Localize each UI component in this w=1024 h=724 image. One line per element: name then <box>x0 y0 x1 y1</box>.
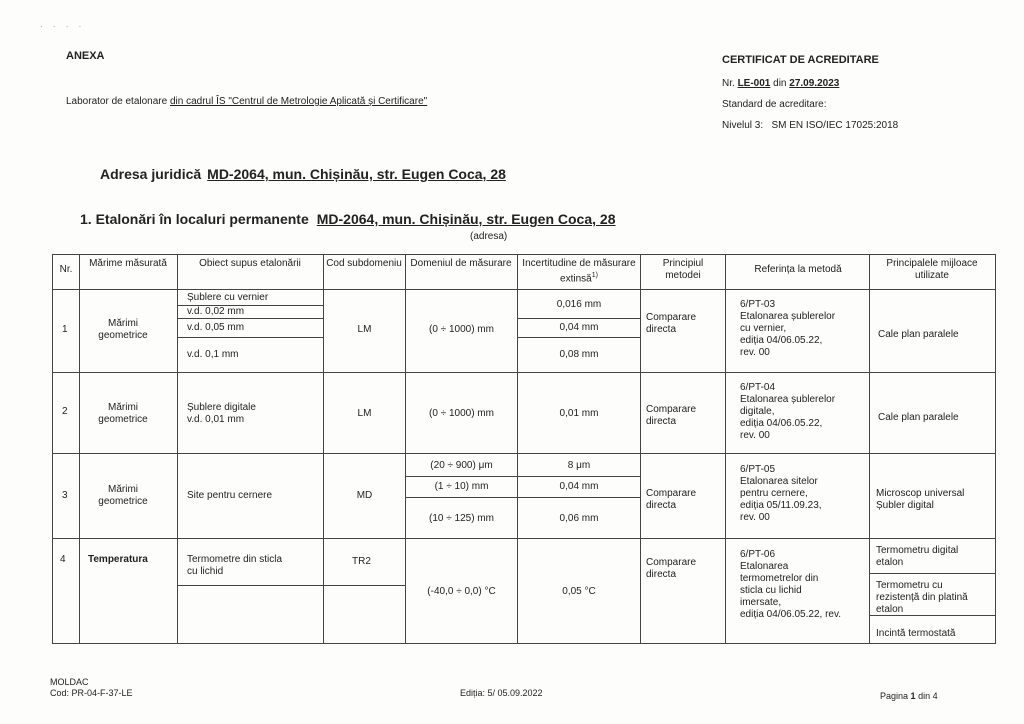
row2-incert: 0,01 mm <box>559 408 599 419</box>
row1-domeniu: (0 ÷ 1000) mm <box>429 324 494 335</box>
table-line <box>869 573 995 574</box>
standard-label: Standard de acreditare: <box>722 99 827 110</box>
row1-incert-3: 0,08 mm <box>559 349 599 360</box>
table-line <box>52 254 996 255</box>
row1-ref-line: ediția 04/06.05.22, <box>740 335 823 346</box>
row3-incert-1: 8 μm <box>567 460 591 471</box>
row4-domeniu: (-40,0 ÷ 0,0) °C <box>427 586 496 597</box>
row4-mij-line: Termometru digital <box>876 545 959 556</box>
table-line <box>177 585 323 586</box>
scan-artifact: · · · · <box>40 22 86 31</box>
row1-principiu: Comparare directa <box>646 312 697 335</box>
row2-obiect-line: Șublere digitale <box>187 402 256 413</box>
row2-obiect-line: v.d. 0,01 mm <box>187 414 245 425</box>
th-referinta: Referința la metodă <box>754 264 842 275</box>
row4-nr: 4 <box>60 554 66 565</box>
row3-ref-line: rev. 00 <box>740 512 770 523</box>
row2-cod: LM <box>357 408 372 419</box>
row4-mijloace-3: Incintă termostată <box>876 628 956 639</box>
row3-incert-2: 0,04 mm <box>559 481 599 492</box>
th-principiu: Principiul metodei <box>662 258 704 281</box>
row4-mij-line: rezistență din platină <box>876 592 968 603</box>
level-label: Nivelul 3: <box>722 120 764 131</box>
table-line <box>405 476 640 477</box>
row4-ref-line: ediția 04/06.05.22, rev. <box>740 609 841 620</box>
row2-ref-line: 6/PT-04 <box>740 382 776 393</box>
row4-obiect-line: cu lichid <box>187 566 224 577</box>
table-line <box>517 337 640 338</box>
row1-incert-1: 0,016 mm <box>556 299 602 310</box>
cert-nr-label: Nr. <box>722 78 735 89</box>
table-line <box>52 372 996 373</box>
row2-mijloace: Cale plan paralele <box>878 412 959 423</box>
row4-ref-line: sticla cu lichid <box>740 585 802 596</box>
table-line <box>405 497 640 498</box>
cert-number <box>722 78 839 89</box>
table-line <box>517 318 640 319</box>
row4-mij-line: Termometru cu <box>876 580 943 591</box>
table-line <box>52 254 53 644</box>
row4-mijloace-2 <box>876 580 968 616</box>
cert-nr-value: LE-001 <box>737 78 771 89</box>
row2-marime: Mărimi geometrice <box>98 402 148 425</box>
row1-ref-line: 6/PT-03 <box>740 299 776 310</box>
th-incert-sup: 1) <box>591 272 598 279</box>
table-line <box>323 585 405 586</box>
cert-title: CERTIFICAT DE ACREDITARE <box>722 54 879 66</box>
row4-incert: 0,05 °C <box>562 586 596 597</box>
footer-org: MOLDAC <box>50 677 89 687</box>
table-line <box>177 318 323 319</box>
address <box>100 166 506 182</box>
th-domeniu: Domeniul de măsurare <box>410 258 512 269</box>
footer-edition: Ediția: 5/ 05.09.2022 <box>460 688 543 698</box>
lab-prefix: Laborator de etalonare <box>66 96 170 107</box>
address-label: Adresa juridică <box>100 166 202 182</box>
row1-obiect-1: v.d. 0,02 mm <box>187 306 245 317</box>
th-incert <box>520 258 638 285</box>
cert-date: 27.09.2023 <box>789 78 840 89</box>
table-line <box>52 538 996 539</box>
row4-obiect <box>187 554 282 578</box>
row1-mijloace: Cale plan paralele <box>878 329 959 340</box>
section-sub: (adresa) <box>470 231 508 242</box>
row2-ref-line: rev. 00 <box>740 430 770 441</box>
row1-incert-2: 0,04 mm <box>559 322 599 333</box>
row4-ref-line: termometrelor din <box>740 573 819 584</box>
table-line <box>725 254 726 644</box>
row1-ref-line: cu vernier, <box>740 323 787 334</box>
row2-ref-line: digitale, <box>740 406 775 417</box>
row4-obiect-line: Termometre din sticla <box>187 554 283 565</box>
th-incert-text: Incertitudine de măsurare extinsă <box>522 258 636 285</box>
row2-referinta <box>740 382 868 442</box>
row1-marime: Mărimi geometrice <box>98 318 148 341</box>
footer-page <box>880 691 938 701</box>
th-mijloace: Principalele mijloace utilizate <box>886 258 978 281</box>
row4-mij-line: etalon <box>876 604 904 615</box>
row3-domeniu-2: (1 ÷ 10) mm <box>434 481 489 492</box>
section-label: 1. Etalonări în localuri permanente <box>80 211 309 227</box>
row3-cod: MD <box>356 490 373 501</box>
row3-marime: Mărimi geometrice <box>98 484 148 507</box>
table-line <box>869 254 870 644</box>
row4-referinta <box>740 549 868 621</box>
row2-principiu: Comparare directa <box>646 404 697 427</box>
row1-obiect-2: v.d. 0,05 mm <box>187 322 245 333</box>
row1-obiect-head: Șublere cu vernier <box>187 292 269 303</box>
level-line <box>722 120 898 131</box>
row4-marime: Temperatura <box>88 554 148 565</box>
row1-ref-line: rev. 00 <box>740 347 770 358</box>
table-line <box>52 643 996 644</box>
row3-domeniu-1: (20 ÷ 900) μm <box>430 460 493 471</box>
page-label: Pagina <box>880 691 909 701</box>
row4-mij-line: etalon <box>876 557 904 568</box>
row3-ref-line: 6/PT-05 <box>740 464 776 475</box>
row2-nr: 2 <box>62 406 68 417</box>
table-line <box>52 453 996 454</box>
row2-ref-line: Etalonarea șublerelor <box>740 394 836 405</box>
row3-ref-line: pentru cernere, <box>740 488 808 499</box>
lab-name-value: din cadrul ÎS "Centrul de Metrologie Aplicată și Certificare" <box>169 96 428 107</box>
row3-referinta <box>740 464 868 524</box>
row3-mij-line: Șubler digital <box>876 500 934 511</box>
table-line <box>52 289 996 290</box>
th-marime: Mărime măsurată <box>89 258 167 269</box>
row2-domeniu: (0 ÷ 1000) mm <box>429 408 494 419</box>
section-address: MD-2064, mun. Chișinău, str. Eugen Coca, 28 <box>316 211 616 227</box>
th-cod: Cod subdomeniu <box>326 258 402 269</box>
row4-cod: TR2 <box>352 556 371 567</box>
section-title <box>80 211 615 227</box>
row1-cod: LM <box>357 324 372 335</box>
row1-referinta <box>740 299 868 359</box>
row4-ref-line: imersate, <box>740 597 782 608</box>
level-value: SM EN ISO/IEC 17025:2018 <box>771 120 899 131</box>
row3-principiu: Comparare directa <box>646 488 697 511</box>
table-line <box>177 337 323 338</box>
table-line <box>995 254 996 644</box>
table-line <box>640 254 641 644</box>
row3-mijloace <box>876 488 964 512</box>
page-of: din 4 <box>918 691 938 701</box>
row3-ref-line: ediția 05/11.09.23, <box>740 500 822 511</box>
row3-incert-3: 0,06 mm <box>559 513 599 524</box>
lab-name <box>66 96 427 107</box>
row2-ref-line: ediția 04/06.05.22, <box>740 418 823 429</box>
row4-principiu: Comparare directa <box>646 557 697 580</box>
row4-mijloace-1 <box>876 545 958 569</box>
address-value: MD-2064, mun. Chișinău, str. Eugen Coca, 28 <box>207 166 506 182</box>
row3-nr: 3 <box>62 490 68 501</box>
annex-label: ANEXA <box>66 50 105 62</box>
row1-obiect-3: v.d. 0,1 mm <box>187 349 239 360</box>
table-line <box>79 254 80 644</box>
row2-obiect <box>187 402 256 426</box>
th-obiect: Obiect supus etalonării <box>199 258 301 269</box>
row3-ref-line: Etalonarea sitelor <box>740 476 818 487</box>
row3-domeniu-3: (10 ÷ 125) mm <box>429 513 494 524</box>
row3-obiect: Site pentru cernere <box>187 490 273 501</box>
th-nr: Nr. <box>59 264 73 275</box>
page-num: 1 <box>910 691 916 701</box>
row1-nr: 1 <box>62 324 68 335</box>
footer-code: Cod: PR-04-F-37-LE <box>50 688 133 698</box>
row4-ref-line: 6/PT-06 <box>740 549 776 560</box>
cert-din: din <box>773 78 787 89</box>
row1-ref-line: Etalonarea șublerelor <box>740 311 836 322</box>
row4-ref-line: Etalonarea <box>740 561 789 572</box>
row3-mij-line: Microscop universal <box>876 488 965 499</box>
